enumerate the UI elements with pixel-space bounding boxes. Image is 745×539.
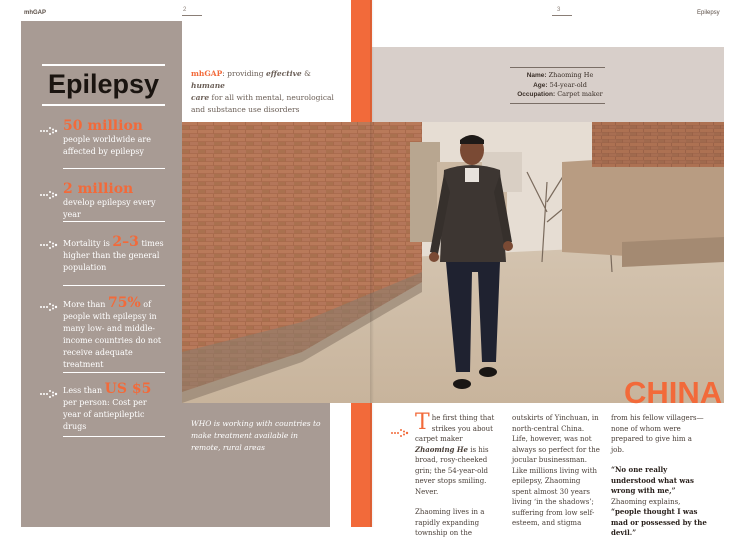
stat-divider	[63, 436, 165, 437]
stat-1-value: 50 million	[63, 118, 143, 134]
story-col1-p2: Zhaoming lives in a rapidly expanding township on the	[415, 508, 485, 537]
header-right-label: Epilepsy	[697, 10, 720, 16]
arrow-icon	[39, 190, 59, 200]
portrait-photo	[182, 122, 724, 403]
stat-4-value: 75%	[107, 295, 141, 311]
accent-bar-left	[351, 0, 372, 122]
story-col1-b: is his broad, rosy-cheeked grin; the 54-year-old never stops smiling. Never.	[415, 445, 489, 496]
story-column-2: outskirts of Yinchuan, in north-central China. Life, however, was not always so perfect for the jocular businessman. Like millions living with epilepsy, Zhaoming spent almost 30 years living ‘in the shadows’; suffering from low self-esteem, and stigma	[512, 414, 600, 527]
header-right-rule	[552, 15, 572, 16]
arrow-icon	[390, 428, 410, 438]
intro-line1: : providing	[222, 69, 266, 78]
stat-2-text: develop epilepsy every year	[63, 198, 156, 219]
stat-divider	[63, 285, 165, 286]
stat-3-text: times higher than the general population	[63, 239, 164, 272]
country-heading: CHINA	[624, 375, 723, 410]
story-column-1	[415, 410, 503, 539]
story-col3-p1: from his fellow villagers—none of whom were prepared to give him a job.	[611, 414, 704, 454]
stat-3-prefix: Mortality is	[63, 239, 110, 248]
stat-2-value: 2 million	[63, 181, 134, 197]
header-left-label: mhGAP	[24, 10, 47, 16]
stat-4-text: of people with epilepsy in many low- and middle-income countries do not receive adequate treatment	[63, 300, 162, 369]
drop-cap: T	[415, 410, 430, 435]
stat-1-text: people worldwide are affected by epilepsy	[63, 135, 151, 156]
story-column-3	[611, 413, 707, 539]
stat-divider	[63, 221, 165, 222]
intro-amp: &	[301, 69, 311, 78]
intro-brand: mhGAP	[191, 69, 223, 78]
story-quote-2: “people thought I was mad or possessed by the devil.”	[611, 507, 707, 537]
intro-text	[191, 68, 341, 116]
stat-5-text: per person: Cost per year of antiepileptic drugs	[63, 398, 147, 431]
header-left-rule	[182, 15, 202, 16]
stat-5-prefix: Less than	[63, 386, 103, 395]
intro-rest: for all with mental, neurological and substance use disorders	[191, 93, 334, 114]
stat-5-value: US $5	[104, 381, 152, 397]
name-label: Name:	[526, 72, 547, 79]
occupation-value: Carpet maker	[557, 90, 603, 98]
photo-caption: WHO is working with countries to make treatment available in remote, rural areas	[191, 419, 321, 452]
profile-rule-top	[510, 67, 605, 68]
age-label: Age:	[533, 81, 548, 89]
name-value: Zhaoming He	[548, 71, 594, 79]
stat-1	[63, 120, 167, 158]
intro-effective: effective	[265, 69, 302, 78]
stat-3-value: 2–3	[112, 234, 139, 250]
title-rule-bottom	[42, 104, 165, 106]
stat-4	[63, 297, 167, 371]
arrow-icon	[39, 389, 59, 399]
arrow-icon	[39, 302, 59, 312]
story-col1-name: Zhaoming He	[415, 444, 468, 454]
page-title: Epilepsy	[47, 69, 160, 99]
arrow-icon	[39, 126, 59, 136]
header-right-page: 3	[557, 7, 561, 13]
profile-rule-bottom	[510, 103, 605, 104]
intro-care: care	[191, 93, 210, 102]
arrow-icon	[39, 240, 59, 250]
header-left-page: 2	[183, 7, 187, 13]
story-quote-1: “No one really understood what was wrong with me,”	[611, 465, 694, 495]
profile-card	[500, 71, 620, 100]
age-value: 54-year-old	[549, 80, 587, 89]
story-col1-a: he first thing that strikes you about carpet maker	[415, 414, 495, 443]
stat-3	[63, 236, 167, 274]
stat-divider	[63, 372, 165, 373]
accent-bar-left-bottom	[351, 403, 372, 527]
stat-4-prefix: More than	[63, 300, 106, 309]
intro-humane: humane	[191, 81, 225, 90]
fold-shadow	[370, 0, 374, 527]
stat-5	[63, 383, 167, 433]
occupation-label: Occupation:	[517, 91, 556, 98]
story-col3-mid: Zhaoming explains,	[611, 497, 681, 506]
stat-divider	[63, 168, 165, 169]
stat-2	[63, 183, 167, 221]
